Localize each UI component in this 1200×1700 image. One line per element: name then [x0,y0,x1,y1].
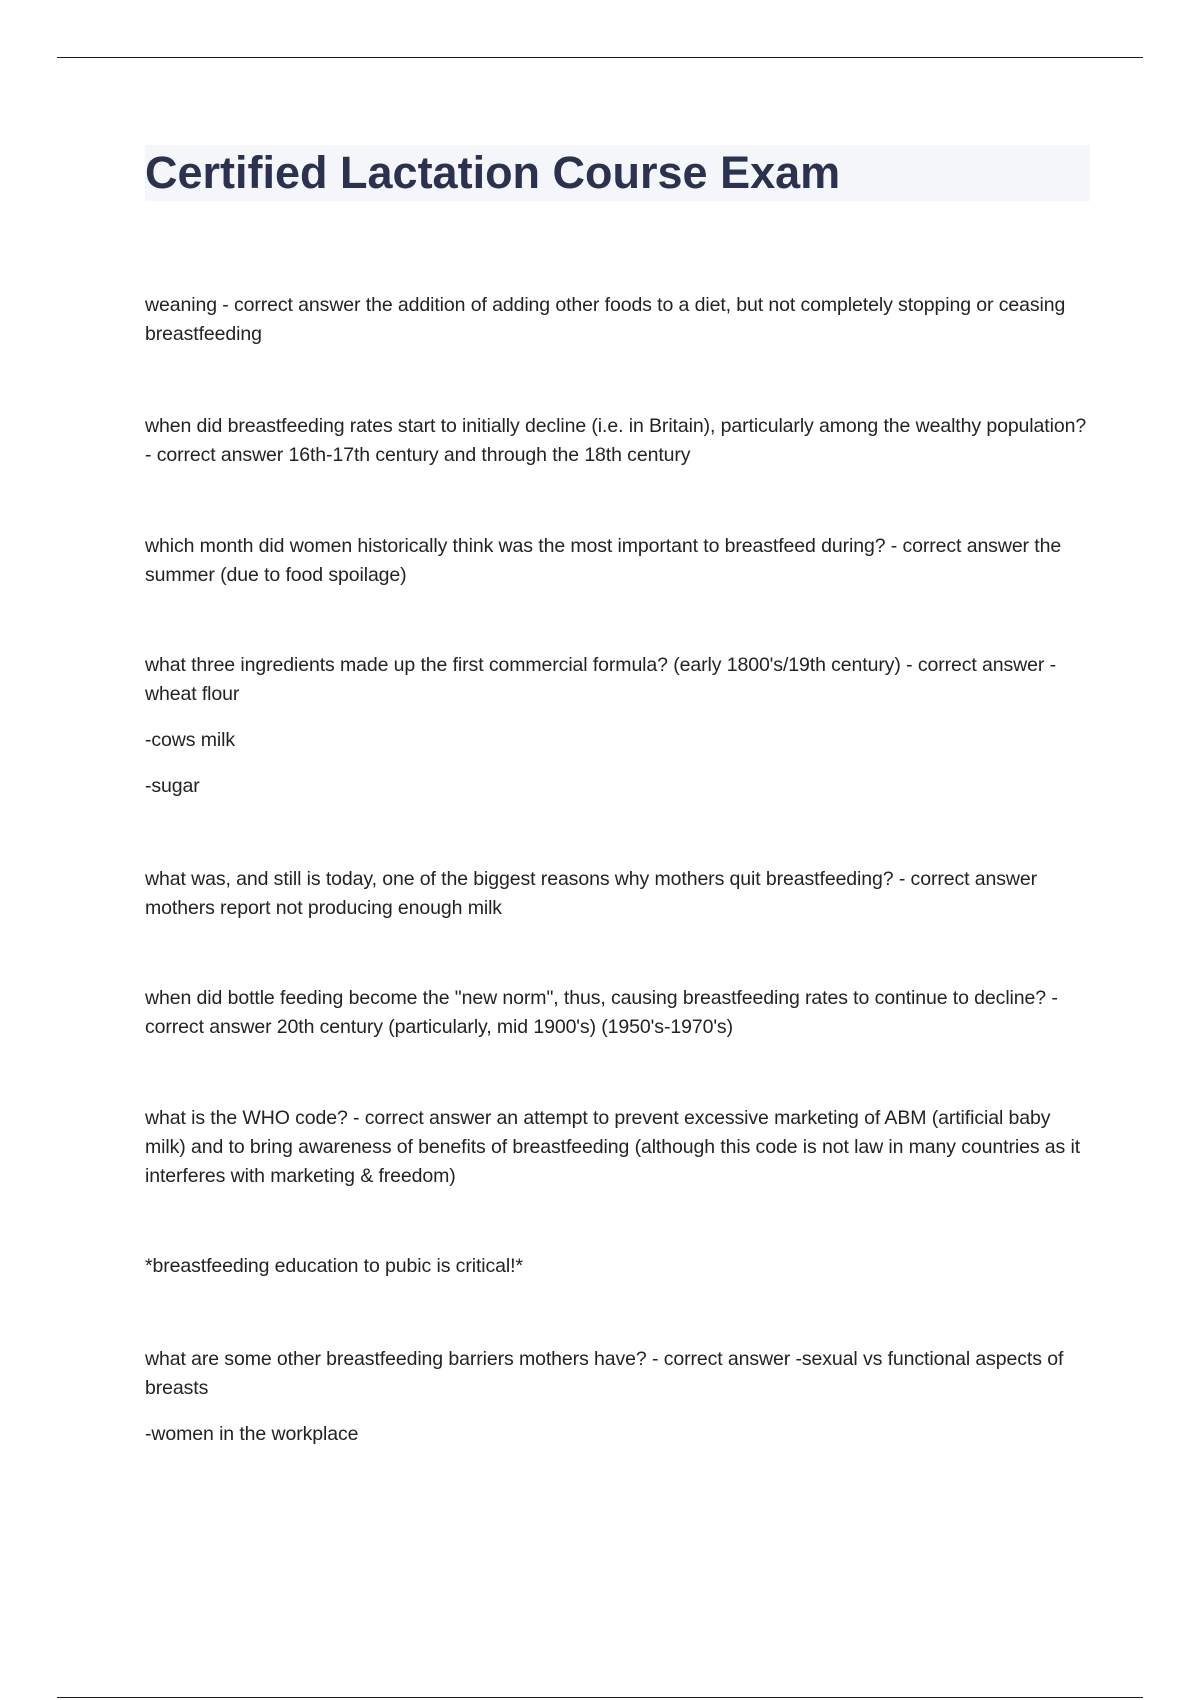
qa-item-3 [145,532,1090,590]
qa-item-2 [145,412,1090,470]
qa-item-7 [145,1104,1090,1191]
qa-text: *breastfeeding education to pubic is critical!* [145,1255,523,1277]
qa-text: what are some other breastfeeding barriers mothers have? - correct answer -sexual vs functional aspects of breasts [145,1348,1064,1399]
qa-sub-item: -cows milk [145,729,235,751]
qa-text: when did breastfeeding rates start to initially decline (i.e. in Britain), particularly among the wealthy population? - correct answer 16th-17th century and through the 18th century [145,415,1087,466]
qa-text: when did bottle feeding become the "new norm", thus, causing breastfeeding rates to continue to decline? - correct answer 20th century (particularly, mid 1900's) (1950's-1970's) [145,987,1058,1038]
bottom-rule [57,1697,1143,1698]
qa-text: what is the WHO code? - correct answer an attempt to prevent excessive marketing of ABM (artificial baby milk) and to bring awareness of benefits of breastfeeding (although this code is not law in many countries as it interferes with marketing & freedom) [145,1107,1081,1187]
qa-text: what was, and still is today, one of the biggest reasons why mothers quit breastfeeding? - correct answer mothers report not producing enough milk [145,868,1038,919]
qa-item-1 [145,291,1090,349]
qa-sub-item: -women in the workplace [145,1423,359,1445]
qa-item-4 [145,651,1090,801]
qa-item-5 [145,865,1090,923]
top-rule [57,57,1143,58]
qa-text: weaning - correct answer the addition of adding other foods to a diet, but not completely stopping or ceasing breastfeeding [145,294,1066,345]
qa-item-8 [145,1252,1090,1281]
qa-text: what three ingredients made up the first commercial formula? (early 1800's/19th century) - correct answer -wheat flour [145,654,1056,705]
document-title: Certified Lactation Course Exam [145,147,841,198]
qa-item-9 [145,1345,1090,1449]
qa-item-6 [145,984,1090,1042]
qa-text: which month did women historically think was the most important to breastfeed during? - correct answer the summer (due to food spoilage) [145,535,1062,586]
qa-sub-item: -sugar [145,775,200,797]
